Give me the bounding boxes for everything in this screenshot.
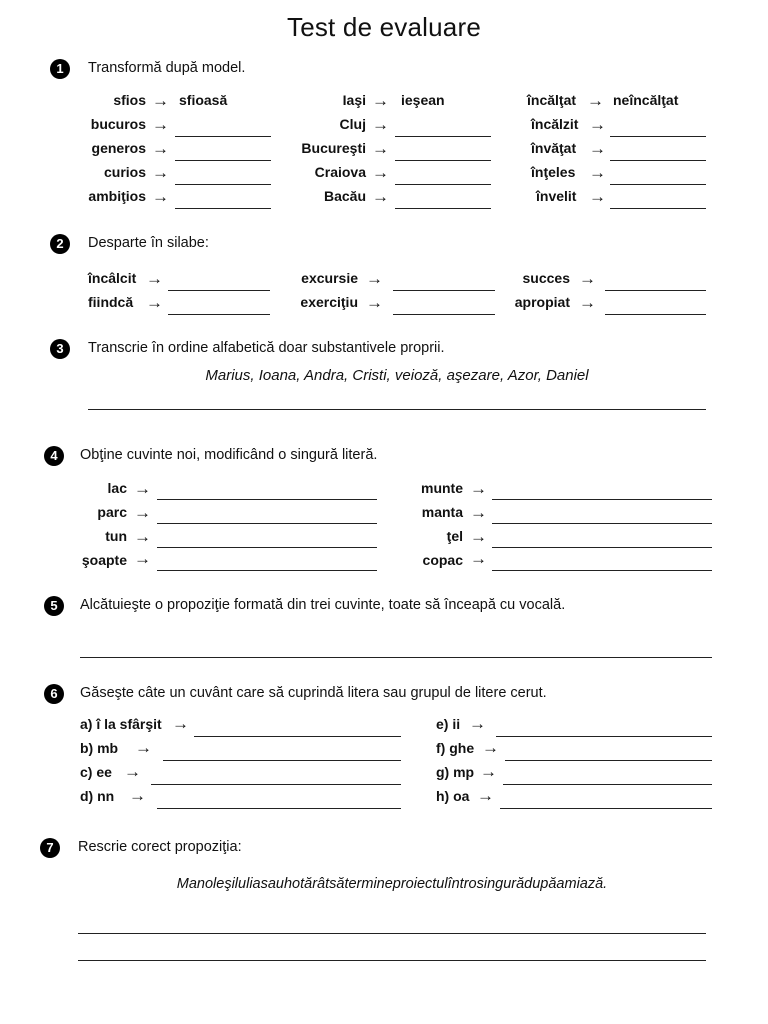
s2-word-3: excursie — [301, 270, 358, 286]
answer-line[interactable] — [80, 657, 712, 658]
arrow-icon: → — [587, 91, 604, 110]
s1-c2-model-answer: ieşean — [401, 92, 445, 108]
s4-word-1: lac — [107, 480, 127, 496]
answer-line[interactable] — [175, 208, 271, 209]
s4-word-4: şoapte — [81, 552, 127, 568]
arrow-icon: → — [134, 503, 151, 522]
answer-line[interactable] — [157, 499, 377, 500]
answer-line[interactable] — [168, 290, 270, 291]
s1-c1-word-4: ambiţios — [88, 188, 146, 204]
arrow-icon: → — [589, 139, 606, 158]
arrow-icon: → — [134, 527, 151, 546]
arrow-icon: → — [480, 762, 497, 781]
arrow-icon: → — [589, 187, 606, 206]
answer-line[interactable] — [610, 136, 706, 137]
answer-line[interactable] — [610, 160, 706, 161]
answer-line[interactable] — [175, 184, 271, 185]
answer-line[interactable] — [492, 570, 712, 571]
arrow-icon: → — [469, 714, 486, 733]
answer-line[interactable] — [175, 136, 271, 137]
section-3-instruction: Transcrie în ordine alfabetică doar substantivele proprii. — [88, 340, 445, 356]
arrow-icon: → — [470, 527, 487, 546]
page-title: Test de evaluare — [287, 12, 481, 42]
arrow-icon: → — [152, 115, 169, 134]
arrow-icon: → — [366, 293, 383, 312]
section-4-number: 4 — [44, 446, 64, 466]
arrow-icon: → — [589, 163, 606, 182]
section-7-number: 7 — [40, 838, 60, 858]
s1-c1-model-answer: sfioasă — [179, 92, 228, 108]
section-1-instruction: Transformă după model. — [88, 60, 246, 76]
answer-line[interactable] — [605, 290, 706, 291]
s2-word-4: exerciţiu — [300, 294, 358, 310]
arrow-icon: → — [477, 786, 494, 805]
s1-c3-model-word: încălţat — [527, 92, 577, 108]
arrow-icon: → — [146, 293, 163, 312]
s1-c3-word-3: înţeles — [531, 164, 576, 180]
answer-line[interactable] — [151, 784, 401, 785]
arrow-icon: → — [146, 269, 163, 288]
arrow-icon: → — [470, 549, 487, 568]
s4-word-7: ţel — [446, 528, 463, 544]
answer-line[interactable] — [395, 184, 491, 185]
answer-line[interactable] — [157, 523, 377, 524]
s4-word-6: manta — [421, 504, 463, 520]
answer-line[interactable] — [157, 570, 377, 571]
arrow-icon: → — [579, 293, 596, 312]
section-4-instruction: Obţine cuvinte noi, modificând o singură literă. — [80, 447, 378, 463]
answer-line[interactable] — [496, 736, 712, 737]
answer-line[interactable] — [157, 547, 377, 548]
answer-line[interactable] — [492, 523, 712, 524]
s1-c2-word-3: Craiova — [314, 164, 366, 180]
s1-c2-word-2: Bucureşti — [301, 140, 366, 156]
section-2-instruction: Desparte în silabe: — [88, 235, 209, 251]
answer-line[interactable] — [194, 736, 401, 737]
arrow-icon: → — [372, 163, 389, 182]
s1-c1-model-word: sfios — [113, 92, 146, 108]
section-7-instruction: Rescrie corect propoziţia: — [78, 839, 242, 855]
answer-line[interactable] — [163, 760, 401, 761]
answer-line[interactable] — [393, 290, 495, 291]
arrow-icon: → — [372, 115, 389, 134]
arrow-icon: → — [482, 738, 499, 757]
s1-c3-word-1: încălzit — [531, 116, 579, 132]
s6-item-c: c) ee — [80, 764, 112, 780]
answer-line[interactable] — [500, 808, 712, 809]
answer-line[interactable] — [393, 314, 495, 315]
arrow-icon: → — [372, 139, 389, 158]
section-5-number: 5 — [44, 596, 64, 616]
answer-line[interactable] — [492, 547, 712, 548]
s6-item-f: f) ghe — [436, 740, 475, 756]
section-5-instruction: Alcătuieşte o propoziţie formată din trei cuvinte, toate să înceapă cu vocală. — [80, 597, 566, 613]
section-2-number: 2 — [50, 234, 70, 254]
arrow-icon: → — [152, 187, 169, 206]
s6-item-h: h) oa — [436, 788, 470, 804]
s4-word-5: munte — [421, 480, 463, 496]
arrow-icon: → — [152, 139, 169, 158]
answer-line[interactable] — [492, 499, 712, 500]
s1-c2-word-1: Cluj — [339, 116, 366, 132]
s1-c1-word-1: bucuros — [90, 116, 146, 132]
arrow-icon: → — [135, 738, 152, 757]
arrow-icon: → — [470, 479, 487, 498]
s6-item-g: g) mp — [436, 764, 475, 780]
answer-line[interactable] — [175, 160, 271, 161]
section-1-number: 1 — [50, 59, 70, 79]
answer-line[interactable] — [168, 314, 270, 315]
arrow-icon: → — [129, 786, 146, 805]
arrow-icon: → — [470, 503, 487, 522]
answer-line[interactable] — [505, 760, 712, 761]
s2-word-1: încâlcit — [88, 270, 137, 286]
arrow-icon: → — [152, 163, 169, 182]
arrow-icon: → — [366, 269, 383, 288]
s6-item-b: b) mb — [80, 740, 119, 756]
answer-line[interactable] — [157, 808, 401, 809]
answer-line[interactable] — [78, 960, 706, 961]
arrow-icon: → — [134, 479, 151, 498]
answer-line[interactable] — [610, 184, 706, 185]
arrow-icon: → — [589, 115, 606, 134]
s1-c2-model-word: Iaşi — [342, 92, 366, 108]
section-3-number: 3 — [50, 339, 70, 359]
s4-word-8: copac — [422, 552, 463, 568]
s6-item-a: a) î la sfârşit — [80, 716, 162, 732]
s6-item-e: e) ii — [436, 716, 461, 732]
s1-c3-model-answer: neîncălţat — [613, 92, 679, 108]
arrow-icon: → — [372, 91, 389, 110]
s1-c3-word-2: învăţat — [531, 140, 577, 156]
s4-word-3: tun — [105, 528, 127, 544]
s3-word-list: Marius, Ioana, Andra, Cristi, veioză, aşezare, Azor, Daniel — [205, 367, 589, 384]
answer-line[interactable] — [605, 314, 706, 315]
s6-item-d: d) nn — [80, 788, 115, 804]
section-6-instruction: Găseşte câte un cuvânt care să cuprindă litera sau grupul de litere cerut. — [80, 685, 547, 701]
answer-line[interactable] — [78, 933, 706, 934]
arrow-icon: → — [124, 762, 141, 781]
answer-line[interactable] — [503, 784, 712, 785]
section-6-number: 6 — [44, 684, 64, 704]
s4-word-2: parc — [97, 504, 127, 520]
answer-line[interactable] — [395, 160, 491, 161]
s1-c1-word-3: curios — [103, 164, 146, 180]
s2-word-6: apropiat — [514, 294, 570, 310]
arrow-icon: → — [372, 187, 389, 206]
answer-line[interactable] — [395, 208, 491, 209]
arrow-icon: → — [172, 714, 189, 733]
arrow-icon: → — [134, 549, 151, 568]
s1-c1-word-2: generos — [91, 140, 146, 156]
answer-line[interactable] — [395, 136, 491, 137]
s1-c2-word-4: Bacău — [323, 188, 366, 204]
answer-line[interactable] — [88, 409, 706, 410]
s2-word-5: succes — [522, 270, 570, 286]
arrow-icon: → — [152, 91, 169, 110]
answer-line[interactable] — [610, 208, 706, 209]
arrow-icon: → — [579, 269, 596, 288]
s2-word-2: fiindcă — [88, 294, 134, 310]
s1-c3-word-4: învelit — [536, 188, 577, 204]
s7-sentence: Manoleşiluliasauhotărâtsătermineproiectulîntrosingurădupăamiază. — [176, 876, 608, 892]
